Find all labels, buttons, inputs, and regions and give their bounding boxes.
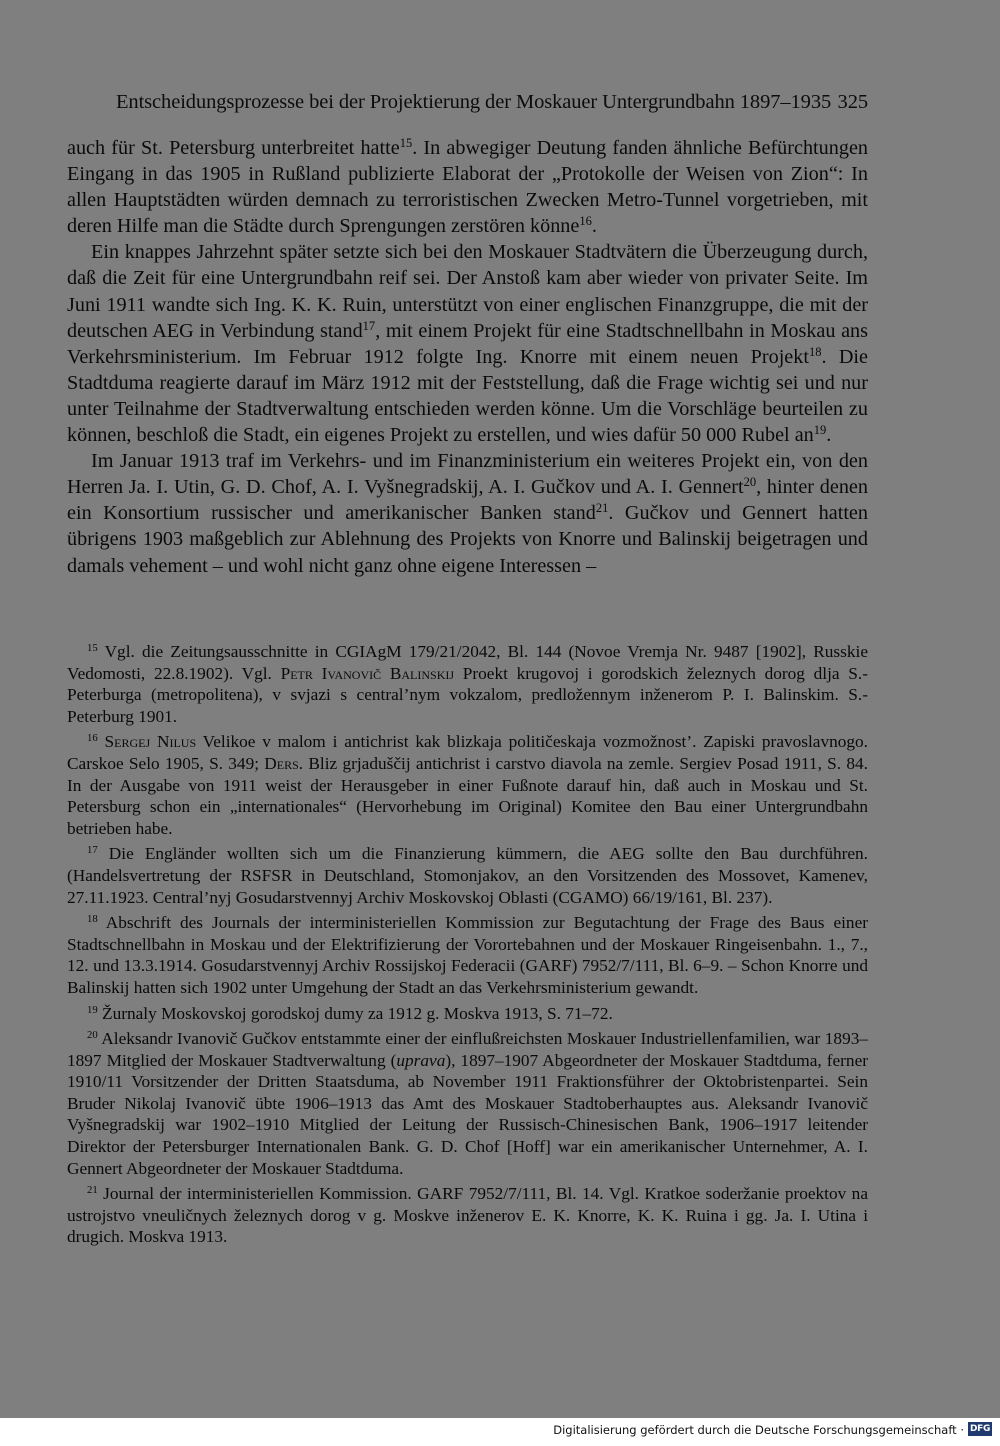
footnote-author: Ders. <box>264 753 304 773</box>
footnote-number: 15 <box>87 642 98 655</box>
footnote-ref-15[interactable]: 15 <box>399 136 413 151</box>
text-run: , hinter denen ein Konsortium russischer und amerikanischer Banken stand <box>67 476 868 525</box>
footnote-text: Vgl. die Zeitungsausschnitte in CGIAgM 179/21/2042, Bl. 144 (Novoe Vremja Nr. 9487 [1902], Russkie Vedomosti, 22.8.1902). Vgl. <box>67 642 868 683</box>
footnote-number: 21 <box>87 1184 98 1197</box>
footnote-number: 16 <box>87 732 98 745</box>
footnote-18 <box>67 912 868 998</box>
footnote-ref-21[interactable]: 21 <box>595 501 609 516</box>
text-run: auch für St. Petersburg unterbreitet hatte <box>67 137 400 159</box>
footnote-text: Aleksandr Ivanovič Gučkov entstammte einer der einflußreichsten Moskauer Industriellenfamilien, war 1893–1897 Mitglied der Moskauer Stadtverwaltung ( <box>67 1029 868 1070</box>
footnote-text: Velikoe v malom i antichrist kak blizkaja političeskaja vozmožnost’. Zapiski pravoslavnogo. Carskoe Selo 1905, S. 349; <box>67 732 868 773</box>
footnote-text: Proekt krugovoj i gorodskich železnych dorog dlja S.-Peterburga (metropolitena), v svjazi s central’nym vokzalom, predložennym inženerom P. I. Balinskim. S.-Peterburg 1901. <box>67 663 868 726</box>
text-run: Im Januar 1913 traf im Verkehrs- und im Finanzministerium ein weiteres Projekt ein, von den Herren Ja. I. Utin, G. D. Chof, A. I. Vyšnegradskij, A. I. Gučkov und A. I. Gennert <box>67 450 868 499</box>
footnote-author: Sergej Nilus <box>97 732 197 752</box>
paragraph-2 <box>67 239 868 448</box>
footnote-text: Die Engländer wollten sich um die Finanzierung kümmern, die AEG sollte den Bau durchführen. (Handelsvertretung der RSFSR in Deutschland, Stomonjakov, an den Vorsitzenden des Mossovet, Kamenev, 27.11.1923. Central’nyj Gosudarstvennyj Archiv Moskovskoj Oblasti (CGAMO) 66/19/161, Bl. 237). <box>67 844 868 907</box>
footnote-17 <box>67 843 868 908</box>
text-run: . <box>826 424 832 447</box>
text-run: . Gučkov und Gennert hatten übrigens 1903 maßgeblich zur Ablehnung des Projekts von Knorre und Balinskij beigetragen und damals vehement – und wohl nicht ganz ohne eigene Interessen – <box>67 502 868 577</box>
dfg-logo-icon[interactable]: DFG <box>969 1424 991 1434</box>
footer-bar <box>0 1418 1000 1446</box>
footnote-ref-18[interactable]: 18 <box>808 344 822 359</box>
footnote-ref-17[interactable]: 17 <box>362 318 376 333</box>
footnote-21 <box>67 1183 868 1248</box>
funding-credit[interactable]: Digitalisierung gefördert durch die Deutsche Forschungsgemeinschaft · <box>553 1423 964 1437</box>
footnote-text: Žurnaly Moskovskoj gorodskoj dumy za 1912 g. Moskva 1913, S. 71–72. <box>97 1003 613 1023</box>
footnote-ref-16[interactable]: 16 <box>579 214 592 229</box>
paragraph-3 <box>67 448 868 578</box>
main-text <box>67 135 868 579</box>
running-head-title: Entscheidungsprozesse bei der Projektierung der Moskauer Untergrundbahn 1897–1935 <box>116 91 832 113</box>
text-run: . In abwegiger Deutung fanden ähnliche Befürchtungen Eingang in das 1905 in Rußland publizierte Elaborat der „Protokolle der Weisen von Zion“: In allen Hauptstädten würden demnach zu terroristischen Zwecken Metro-Tunnel vorgetrieben, mit deren Hilfe man die Städte durch Sprengungen zerstören könne <box>67 137 869 238</box>
footnote-ref-20[interactable]: 20 <box>743 475 757 490</box>
footnote-15 <box>67 641 868 727</box>
footnote-text: ), 1897–1907 Abgeordneter der Moskauer Stadtduma, ferner 1910/11 Vorsitzender der Dritten Staatsduma, ab November 1911 Fraktionsführer der Oktobristenpartei. Sein Bruder Nikolaj Ivanovič übte 1906–1913 das Amt des Moskauer Stadtoberhauptes aus. Aleksandr Ivanovič Vyšnegradskij war 1902–1910 Mitglied der Leitung der Russisch-Chinesischen Bank, 1906–1917 leitender Direktor der Petersburger Internationalen Bank. G. D. Chof [Hoff] war ein amerikanischer Unternehmer, A. I. Gennert Abgeordneter der Moskauer Stadtduma. <box>67 1050 868 1178</box>
running-head <box>116 91 868 114</box>
footnote-16 <box>67 731 868 839</box>
footnote-text: Abschrift des Journals der interministeriellen Kommission zur Begutachtung der Frage des Baus einer Stadtschnellbahn in Moskau und der Elektrifizierung der Vorortebahnen und der Moskauer Ringeisenbahn. 1., 7., 12. und 13.3.1914. Gosudarstvennyj Archiv Rossijskoj Federacii (GARF) 7952/7/111, Bl. 6–9. – Schon Knorre und Balinskij hatten sich 1902 unter Umgehung der Stadt an das Verkehrsministerium gewandt. <box>67 913 868 997</box>
footnote-number: 19 <box>87 1003 98 1016</box>
text-run: , mit einem Projekt für eine Stadtschnellbahn in Moskau ans Verkehrsministerium. Im Februar 1912 folgte Ing. Knorre mit einem neuen Projekt <box>67 319 868 368</box>
footnote-ref-19[interactable]: 19 <box>813 423 827 438</box>
footnote-20 <box>67 1028 868 1179</box>
text-run: Ein knappes Jahrzehnt später setzte sich bei den Moskauer Stadtvätern die Überzeugung durch, daß die Zeit für eine Untergrundbahn reif sei. Der Anstoß kam aber wieder von privater Seite. Im Juni 1911 wandte sich Ing. K. K. Ruin, unterstützt von einer englischen Finanzgruppe, die mit der deutschen AEG in Verbindung stand <box>67 241 868 342</box>
footnote-italic: uprava <box>396 1050 446 1070</box>
footnote-19 <box>67 1003 868 1025</box>
footnote-author: Petr Ivanovič Balinskij <box>280 663 455 683</box>
footnote-text: Journal der interministeriellen Kommission. GARF 7952/7/111, Bl. 14. Vgl. Kratkoe soderžanie proektov na ustrojstvo vneuličnych železnych dorog v g. Moskve inženerov E. K. Knorre, K. K. Ruina i gg. Ja. I. Utina i drugich. Moskva 1913. <box>67 1184 868 1247</box>
footnote-number: 18 <box>87 913 98 926</box>
footnote-text: Bliz grjaduščij antichrist i carstvo diavola na zemle. Sergiev Posad 1911, S. 84. In der Ausgabe von 1911 weist der Herausgeber in einer Fußnote darauf hin, daß auch in Moskau und St. Petersburg schon ein „internationales“ (Hervorhebung im Original) Komitee den Bau einer Untergrundbahn betrieben habe. <box>67 753 868 838</box>
text-run: . Die Stadtduma reagierte darauf im März 1912 mit der Feststellung, daß die Frage wichtig sei und nur unter Teilnahme der Stadtverwaltung entschieden werden könne. Um die Vorschläge beurteilen zu können, beschloß die Stadt, ein eigenes Projekt zu erstellen, und wies dafür 50 000 Rubel an <box>67 345 869 447</box>
text-run: . <box>591 215 597 238</box>
footnote-number: 20 <box>87 1029 98 1042</box>
page-number: 325 <box>837 91 868 113</box>
paragraph-1 <box>67 135 868 239</box>
footnotes <box>67 641 868 1252</box>
footnote-number: 17 <box>87 844 98 857</box>
